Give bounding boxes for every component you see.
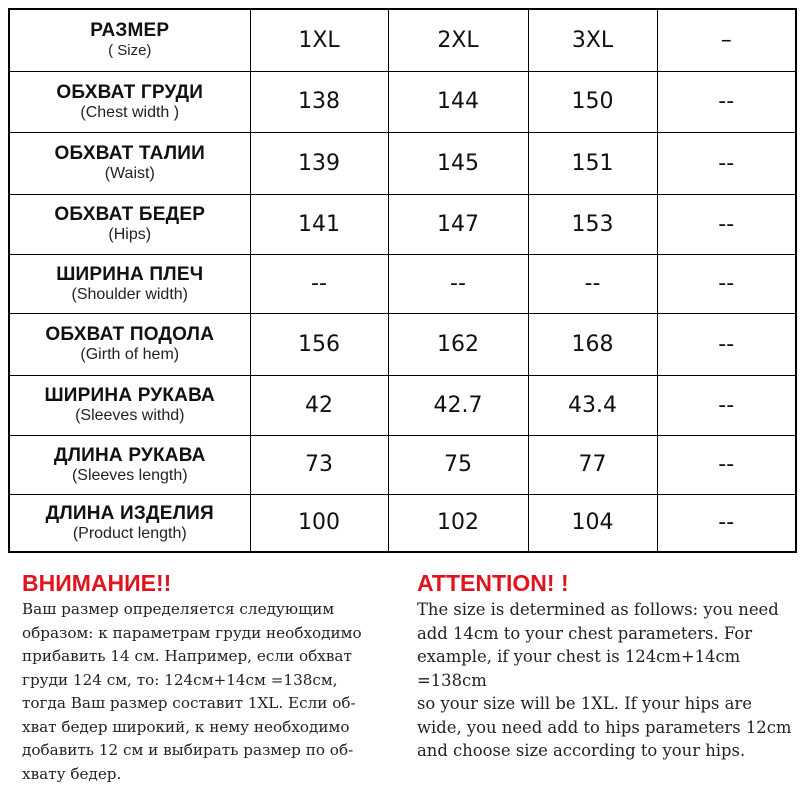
measurement-label-ru: ШИРИНА РУКАВА	[44, 385, 215, 406]
measurement-label-en: (Hips)	[108, 226, 152, 243]
notice-line: Ваш размер определяется следующим	[22, 600, 335, 618]
measurement-value: 156	[298, 331, 340, 357]
measurement-value: 42.7	[433, 392, 483, 418]
measurement-value: --	[718, 150, 735, 176]
measurement-value: 104	[571, 510, 614, 536]
measurement-label-en: (Sleeves length)	[71, 466, 188, 484]
measurement-value: --	[718, 452, 735, 477]
table-row	[9, 435, 796, 494]
table-row	[9, 375, 796, 435]
measurement-value: 138	[298, 89, 340, 114]
size-column-header	[250, 9, 388, 71]
measurement-label-cell	[9, 435, 250, 494]
table-cell	[657, 435, 796, 494]
notice-line: wide, you need add to hips parameters 12cm	[417, 717, 792, 737]
measurement-value: 162	[437, 331, 479, 357]
table-cell	[528, 313, 657, 375]
attention-notice-ru	[22, 568, 407, 786]
size-header-cell	[9, 9, 250, 71]
notice-line: добавить 12 см и выбирать размер по об-	[22, 741, 354, 759]
measurement-label-en: (Product length)	[72, 524, 187, 542]
measurement-value: 42	[305, 392, 333, 418]
measurement-label-en: (Girth of hem)	[80, 346, 180, 363]
size-column-header	[657, 9, 796, 71]
notice-line: and choose size according to your hips.	[417, 741, 746, 760]
table-row	[9, 254, 796, 313]
measurement-label-cell	[9, 494, 250, 552]
measurement-value: --	[718, 271, 735, 296]
measurement-value: --	[584, 271, 601, 296]
table-cell	[250, 71, 388, 132]
notice-line: so your size will be 1XL. If your hips are	[417, 694, 752, 713]
table-cell	[528, 254, 657, 313]
measurement-value: 168	[571, 331, 614, 357]
size-column-header	[528, 9, 657, 71]
measurement-value: 102	[437, 510, 479, 536]
table-cell	[528, 494, 657, 552]
table-cell	[528, 194, 657, 254]
table-cell	[388, 435, 528, 494]
size-column-label: 2XL	[437, 27, 479, 53]
measurement-value: 145	[437, 150, 479, 176]
table-cell	[528, 375, 657, 435]
measurement-value: 77	[578, 452, 607, 477]
measurement-value: 139	[298, 150, 340, 176]
table-header-row	[9, 9, 796, 71]
table-cell	[657, 313, 796, 375]
table-cell	[657, 194, 796, 254]
table-cell	[657, 132, 796, 194]
notice-line: add 14cm to your chest parameters. For	[417, 623, 753, 643]
table-cell	[657, 71, 796, 132]
attention-title-en: ATTENTION! !	[417, 570, 569, 596]
notice-line: example, if your chest is 124cm+14cm =138cm	[417, 647, 741, 690]
table-cell	[250, 375, 388, 435]
measurement-label-ru: ОБХВАТ БЕДЕР	[54, 204, 206, 225]
measurement-label-ru: ШИРИНА ПЛЕЧ	[56, 263, 204, 285]
attention-title-ru: ВНИМАНИЕ!!	[22, 570, 172, 596]
table-cell	[657, 494, 796, 552]
measurement-label-ru: ДЛИНА РУКАВА	[53, 444, 206, 466]
table-cell	[657, 375, 796, 435]
size-column-header	[388, 9, 528, 71]
measurement-value: 73	[305, 452, 333, 477]
measurement-label-en: (Sleeves withd)	[75, 407, 185, 424]
table-cell	[250, 494, 388, 552]
table-cell	[250, 194, 388, 254]
size-column-label: 3XL	[571, 27, 614, 53]
notice-line: груди 124 см, то: 124см+14см =138см,	[22, 670, 338, 689]
measurement-label-en: (Waist)	[104, 165, 155, 182]
measurement-value: 141	[298, 211, 340, 237]
measurement-label-ru: ДЛИНА ИЗДЕЛИЯ	[45, 502, 214, 524]
measurement-value: 144	[437, 89, 479, 114]
measurement-value: --	[718, 392, 735, 418]
table-cell	[250, 254, 388, 313]
table-cell	[657, 254, 796, 313]
notice-line: хвату бедер.	[22, 764, 122, 783]
measurement-value: --	[718, 211, 735, 237]
measurement-value: 153	[571, 211, 614, 237]
measurement-label-ru: ОБХВАТ ГРУДИ	[56, 81, 204, 103]
table-cell	[388, 194, 528, 254]
attention-notice-en	[417, 568, 800, 763]
table-cell	[388, 71, 528, 132]
table-row	[9, 71, 796, 132]
table-cell	[250, 435, 388, 494]
measurement-label-cell	[9, 375, 250, 435]
table-row	[9, 494, 796, 552]
measurement-value: --	[311, 271, 327, 296]
table-row	[9, 132, 796, 194]
table-cell	[250, 132, 388, 194]
measurement-value: --	[718, 89, 735, 114]
table-cell	[388, 313, 528, 375]
measurement-label-cell	[9, 132, 250, 194]
measurement-value: --	[450, 271, 466, 296]
measurement-value: 150	[571, 89, 614, 114]
table-cell	[528, 71, 657, 132]
measurement-label-ru: ОБХВАТ ТАЛИИ	[54, 143, 205, 164]
measurement-label-ru: ОБХВАТ ПОДОЛА	[45, 324, 215, 345]
size-header-label-ru: РАЗМЕР	[90, 20, 170, 42]
table-row	[9, 194, 796, 254]
table-row	[9, 313, 796, 375]
size-column-label: 1XL	[298, 27, 340, 53]
table-cell	[388, 375, 528, 435]
measurement-label-cell	[9, 313, 250, 375]
measurement-label-en: (Chest width )	[80, 103, 180, 121]
table-cell	[250, 313, 388, 375]
measurement-value: --	[718, 510, 735, 536]
measurement-label-cell	[9, 71, 250, 132]
measurement-value: 100	[298, 510, 340, 536]
table-cell	[528, 435, 657, 494]
table-cell	[388, 254, 528, 313]
measurement-value: 147	[437, 211, 479, 237]
measurement-value: 43.4	[568, 392, 617, 418]
notice-line: хват бедер широкий, к нему необходимо	[22, 717, 350, 736]
size-chart-table	[8, 8, 797, 553]
table-cell	[388, 132, 528, 194]
notice-line: образом: к параметрам груди необходимо	[22, 623, 362, 642]
measurement-value: 75	[444, 452, 472, 477]
measurement-label-cell	[9, 254, 250, 313]
measurement-label-cell	[9, 194, 250, 254]
table-cell	[528, 132, 657, 194]
size-column-label: –	[720, 27, 732, 53]
measurement-value: 151	[571, 150, 614, 176]
notice-line: тогда Ваш размер составит 1XL. Если об-	[22, 694, 356, 712]
table-cell	[388, 494, 528, 552]
size-header-label-en: ( Size)	[108, 42, 152, 60]
measurement-value: --	[718, 331, 735, 357]
measurement-label-en: (Shoulder width)	[71, 285, 188, 303]
notice-line: The size is determined as follows: you need	[417, 600, 779, 619]
notice-line: прибавить 14 см. Например, если обхват	[22, 647, 352, 665]
